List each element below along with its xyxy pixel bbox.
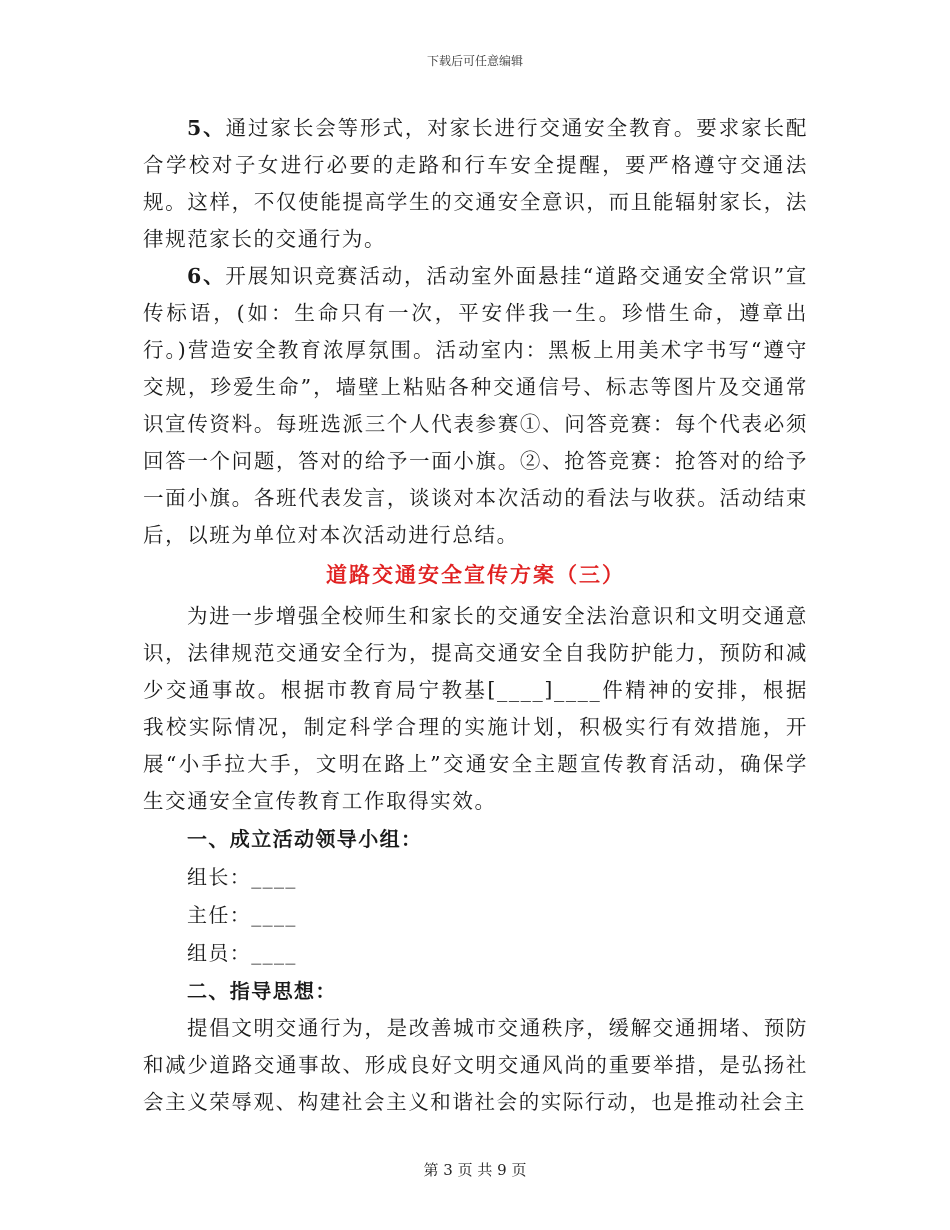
paragraph-item-5	[143, 110, 808, 258]
field-director: 主任：____	[187, 903, 297, 927]
item-5-number: 5、	[187, 116, 226, 140]
page-number-footer: 第 3 页 共 9 页	[423, 1161, 527, 1179]
guidance-paragraph: 提倡文明交通行为，是改善城市交通秩序，缓解交通拥堵、预防和减少道路交通事故、形成良好文明交通风尚的重要举措，是弘扬社会主义荣辱观、构建社会主义和谐社会的实际行动，也是推动社会主	[143, 1016, 808, 1114]
item-6-text: 开展知识竞赛活动，活动室外面悬挂“道路交通安全常识”宣传标语，(如：生命只有一次，平安伴我一生。珍惜生命，遵章出行。)营造安全教育浓厚氛围。活动室内：黑板上用美术字书写“遵守交规，珍爱生命”，墙壁上粘贴各种交通信号、标志等图片及交通常识宣传资料。每班选派三个人代表参赛①、问答竞赛：每个代表必须回答一个问题，答对的给予一面小旗。②、抢答竞赛：抢答对的给予一面小旗。各班代表发言，谈谈对本次活动的看法与收获。活动结束后，以班为单位对本次活动进行总结。	[143, 264, 808, 547]
heading-leadership-group: 一、成立活动领导小组：	[187, 827, 423, 851]
heading-guiding-ideology: 二、指导思想：	[187, 979, 337, 1003]
paragraph-item-6	[143, 258, 808, 554]
intro-paragraph: 为进一步增强全校师生和家长的交通安全法治意识和文明交通意识，法律规范交通安全行为，提高交通安全自我防护能力，预防和减少交通事故。根据市教育局宁教基[____]____件精神的安排，根据我校实际情况，制定科学合理的实施计划，积极实行有效措施，开展“小手拉大手，文明在路上”交通安全主题宣传教育活动，确保学生交通安全宣传教育工作取得实效。	[143, 604, 808, 813]
page-header: 下载后可任意编辑	[426, 54, 523, 68]
document-body	[143, 110, 808, 1121]
item-5-text: 通过家长会等形式，对家长进行交通安全教育。要求家长配合学校对子女进行必要的走路和行车安全提醒，要严格遵守交通法规。这样，不仅使能提高学生的交通安全意识，而且能辐射家长，法律规范家长的交通行为。	[143, 116, 808, 251]
field-members: 组员：____	[187, 941, 297, 965]
section-title: 道路交通安全宣传方案（三）	[326, 562, 625, 587]
field-group-leader: 组长：____	[187, 865, 297, 889]
item-6-number: 6、	[187, 264, 226, 288]
